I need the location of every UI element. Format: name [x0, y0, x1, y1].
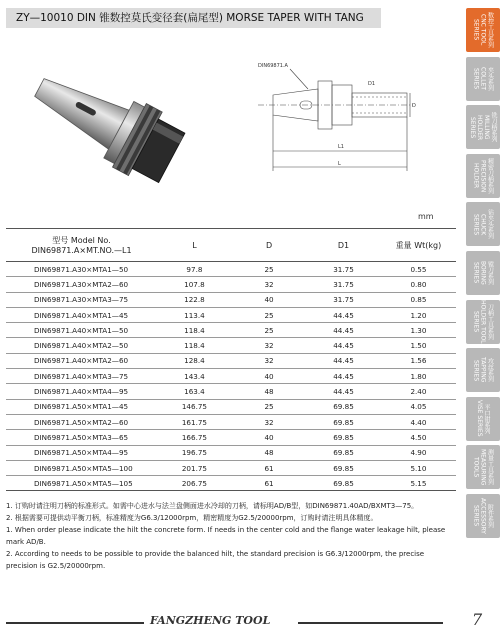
cell-model: DIN69871.A40×MTA1—50: [6, 323, 157, 338]
col-d-header: D: [232, 229, 306, 262]
cell-d: 48: [232, 445, 306, 460]
col-model-header: [6, 229, 157, 262]
cell-weight: 5.10: [381, 460, 456, 475]
table-row: [6, 292, 456, 307]
side-tab-tapping[interactable]: 攻丝系列 TAPPING SERIES: [466, 348, 500, 392]
col-d1-header: D1: [306, 229, 381, 262]
cell-model: DIN69871.A50×MTA5—105: [6, 476, 157, 491]
cell-model: DIN69871.A40×MTA2—60: [6, 353, 157, 368]
note-en-2: 2. According to needs to be possible to provide the balanced hilt, the standard precision is G6.3/12000rpm, the precise precision is G2.5/20000rpm.: [6, 550, 425, 570]
cell-l: 143.4: [157, 369, 232, 384]
cell-weight: 1.80: [381, 369, 456, 384]
cell-d1: 44.45: [306, 353, 381, 368]
cell-d1: 44.45: [306, 338, 381, 353]
side-tab-vise[interactable]: 平口钳系列 VISE SERIES: [466, 397, 500, 441]
side-tab-milling[interactable]: 铣刀柄系列 MILLING HOLDER SERIES: [466, 105, 500, 149]
cell-model: DIN69871.A40×MTA2—50: [6, 338, 157, 353]
cell-weight: 1.50: [381, 338, 456, 353]
cell-l: 122.8: [157, 292, 232, 307]
cell-l: 166.75: [157, 430, 232, 445]
cell-model: DIN69871.A50×MTA3—65: [6, 430, 157, 445]
cell-weight: 4.40: [381, 414, 456, 429]
table-row: [6, 277, 456, 292]
table-row: [6, 384, 456, 399]
col-model-title: 型号 Model No.: [52, 236, 111, 245]
side-tab-measuring[interactable]: 测量工具系列 MEASURING TOOLS: [466, 445, 500, 489]
cell-l: 206.75: [157, 476, 232, 491]
cell-d1: 69.85: [306, 445, 381, 460]
cell-d: 25: [232, 399, 306, 414]
cell-d1: 69.85: [306, 414, 381, 429]
table-row: [6, 399, 456, 414]
cell-d1: 69.85: [306, 399, 381, 414]
cell-d: 32: [232, 338, 306, 353]
cell-d1: 44.45: [306, 307, 381, 322]
cell-d: 25: [232, 323, 306, 338]
cell-d: 40: [232, 292, 306, 307]
note-en-1: 1. When order please indicate the hilt the concrete form. If needs in the center cold and the flange water leakage hilt, please mark AD/B.: [6, 526, 446, 546]
side-tab-precision[interactable]: 精密刀柄系列 PRECISION HOLDER: [466, 154, 500, 198]
cell-weight: 4.50: [381, 430, 456, 445]
table-row: [6, 353, 456, 368]
cell-d: 61: [232, 460, 306, 475]
cell-model: DIN69871.A50×MTA1—45: [6, 399, 157, 414]
cell-weight: 4.05: [381, 399, 456, 414]
cell-d1: 31.75: [306, 292, 381, 307]
table-row: [6, 460, 456, 475]
cell-model: DIN69871.A30×MTA2—60: [6, 277, 157, 292]
cell-weight: 4.90: [381, 445, 456, 460]
cell-d1: 44.45: [306, 369, 381, 384]
spec-table: [6, 228, 456, 491]
cell-d: 25: [232, 262, 306, 277]
cell-d1: 31.75: [306, 277, 381, 292]
footer-rule-left: [6, 622, 144, 624]
side-tab-collets[interactable]: 夹头系列 COLLET SERIES: [466, 57, 500, 101]
drawing-dim-l1: L1: [338, 144, 344, 150]
table-row: [6, 307, 456, 322]
drawing-dim-d1: D1: [368, 81, 376, 87]
cell-model: DIN69871.A40×MTA1—45: [6, 307, 157, 322]
cell-model: DIN69871.A50×MTA4—95: [6, 445, 157, 460]
cell-d1: 31.75: [306, 262, 381, 277]
side-tab-holders[interactable]: 刀柄工具系列 HOLDER TOOL SERIES: [466, 300, 500, 344]
cell-weight: 0.85: [381, 292, 456, 307]
col-model-subtitle: DIN69871.A×MT.NO.—L1: [31, 246, 132, 255]
cell-l: 163.4: [157, 384, 232, 399]
page-number: 7: [472, 610, 483, 629]
cell-weight: 0.80: [381, 277, 456, 292]
cell-d: 48: [232, 384, 306, 399]
cell-model: DIN69871.A40×MTA4—95: [6, 384, 157, 399]
table-row: [6, 338, 456, 353]
cell-l: 201.75: [157, 460, 232, 475]
cell-d1: 69.85: [306, 460, 381, 475]
unit-label: mm: [418, 212, 434, 221]
table-row: [6, 430, 456, 445]
cell-d: 61: [232, 476, 306, 491]
cell-d: 32: [232, 414, 306, 429]
cell-d: 40: [232, 430, 306, 445]
table-row: [6, 369, 456, 384]
cell-weight: 2.40: [381, 384, 456, 399]
page-title: ZY—10010 DIN 锥数控莫氏变径套(扁尾型) MORSE TAPER WITH TANG: [6, 8, 381, 28]
cell-weight: 5.15: [381, 476, 456, 491]
table-header-row: [6, 229, 456, 262]
table-row: [6, 414, 456, 429]
cell-d: 40: [232, 369, 306, 384]
cell-l: 118.4: [157, 323, 232, 338]
table-row: [6, 262, 456, 277]
cell-weight: 1.20: [381, 307, 456, 322]
side-tab-cnc-tools[interactable]: 数控工具系列 CNC TOOL SERIES: [466, 8, 500, 52]
cell-l: 128.4: [157, 353, 232, 368]
cell-l: 196.75: [157, 445, 232, 460]
cell-d: 32: [232, 353, 306, 368]
footer-rule-right: [298, 622, 443, 624]
table-row: [6, 323, 456, 338]
cell-l: 113.4: [157, 307, 232, 322]
note-cn-1: 1. 订购时请注明刀柄的标准形式。如需中心进水与法兰盘侧面进水冷却的刀柄，请标明AD/B型，如DIN69871.40AD/BXMT3—75。: [6, 502, 419, 510]
drawing-dim-l: L: [338, 161, 341, 167]
cell-l: 161.75: [157, 414, 232, 429]
cell-l: 107.8: [157, 277, 232, 292]
footer-brand: FANGZHENG TOOL: [150, 614, 271, 627]
col-weight-header: 重量 Wt(kg): [381, 229, 456, 262]
side-tab-accessory[interactable]: 附件系列 ACCESSORY SERIES: [466, 494, 500, 538]
cell-d1: 44.45: [306, 323, 381, 338]
drawing-dim-d: D: [412, 103, 416, 109]
cell-model: DIN69871.A50×MTA2—60: [6, 414, 157, 429]
cell-l: 97.8: [157, 262, 232, 277]
cell-d1: 69.85: [306, 476, 381, 491]
drawing-standard-label: DIN69871.A: [258, 63, 288, 69]
cell-l: 118.4: [157, 338, 232, 353]
cell-weight: 1.56: [381, 353, 456, 368]
cell-model: DIN69871.A30×MTA3—75: [6, 292, 157, 307]
col-l-header: L: [157, 229, 232, 262]
technical-drawing: [228, 55, 418, 185]
cell-weight: 1.30: [381, 323, 456, 338]
cell-weight: 0.55: [381, 262, 456, 277]
side-tab-boring[interactable]: 镗刀系列 BORING SERIES: [466, 251, 500, 295]
note-cn-2: 2. 根据需要可提供动平衡刀柄，标准精度为G6.3/12000rpm，精密精度为G2.5/20000rpm，订购时请注明具体精度。: [6, 514, 378, 522]
cell-model: DIN69871.A40×MTA3—75: [6, 369, 157, 384]
side-tab-chucks[interactable]: 钻夹头系列 CHUCK SERIES: [466, 202, 500, 246]
side-tab-nav: [458, 8, 500, 543]
cell-l: 146.75: [157, 399, 232, 414]
cell-d1: 44.45: [306, 384, 381, 399]
table-row: [6, 445, 456, 460]
cell-d1: 69.85: [306, 430, 381, 445]
cell-model: DIN69871.A50×MTA5—100: [6, 460, 157, 475]
cell-d: 25: [232, 307, 306, 322]
table-row: [6, 476, 456, 491]
cell-d: 32: [232, 277, 306, 292]
cell-model: DIN69871.A30×MTA1—50: [6, 262, 157, 277]
product-photo: [10, 45, 215, 205]
notes: [6, 500, 451, 572]
